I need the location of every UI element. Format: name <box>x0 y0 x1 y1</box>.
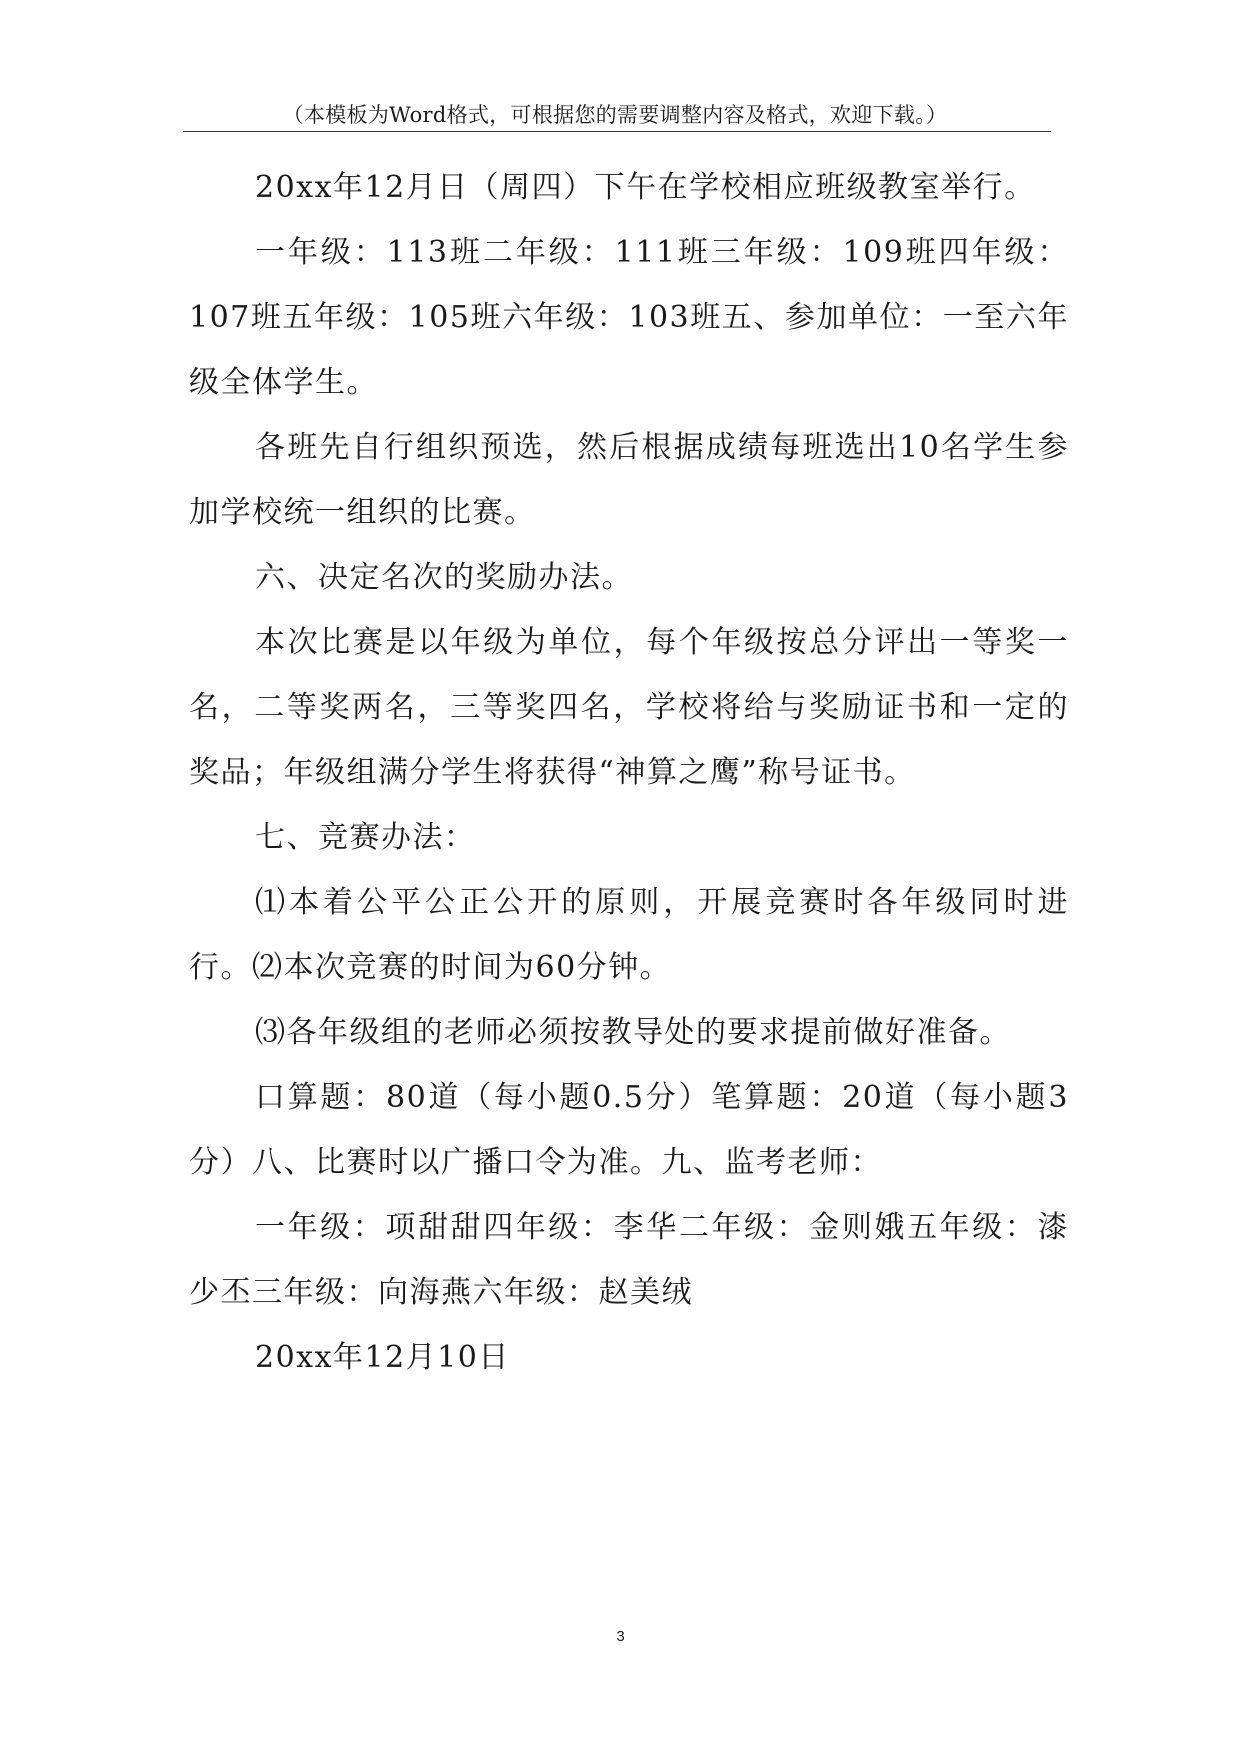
page-number: 3 <box>616 1628 625 1645</box>
paragraph-proctors: 一年级：项甜甜四年级：李华二年级：金则娥五年级：漆少丕三年级：向海燕六年级：赵美绒 <box>189 1210 1069 1310</box>
paragraph-event-time: 20xx年12月日（周四）下午在学校相应班级教室举行。 <box>255 170 1036 205</box>
document-body <box>189 155 1069 1390</box>
paragraph-preselection: 各班先自行组织预选，然后根据成绩每班选出10名学生参加学校统一组织的比赛。 <box>189 430 1069 530</box>
paragraph-date: 20xx年12月10日 <box>255 1340 510 1375</box>
paragraph-rules-3: ⑶各年级组的老师必须按教导处的要求提前做好准备。 <box>255 1015 1011 1050</box>
paragraph-question-scoring: 口算题：80道（每小题0.5分）笔算题：20道（每小题3分）八、比赛时以广播口令为准。九、监考老师： <box>189 1080 1069 1180</box>
paragraph-rules-1-2: ⑴本着公平公正公开的原则，开展竞赛时各年级同时进行。⑵本次竞赛的时间为60分钟。 <box>189 885 1069 985</box>
header-divider <box>183 131 1051 132</box>
paragraph-rules-heading: 七、竞赛办法： <box>255 820 476 855</box>
header-note: （本模板为Word格式，可根据您的需要调整内容及格式，欢迎下载。） <box>282 103 948 127</box>
paragraph-class-venues: 一年级：113班二年级：111班三年级：109班四年级：107班五年级：105班六年级：103班五、参加单位：一至六年级全体学生。 <box>189 235 1069 400</box>
paragraph-awards-detail: 本次比赛是以年级为单位，每个年级按总分评出一等奖一名，二等奖两名，三等奖四名，学校将给与奖励证书和一定的奖品；年级组满分学生将获得“神算之鹰”称号证书。 <box>189 625 1069 790</box>
paragraph-awards-heading: 六、决定名次的奖励办法。 <box>255 560 633 595</box>
